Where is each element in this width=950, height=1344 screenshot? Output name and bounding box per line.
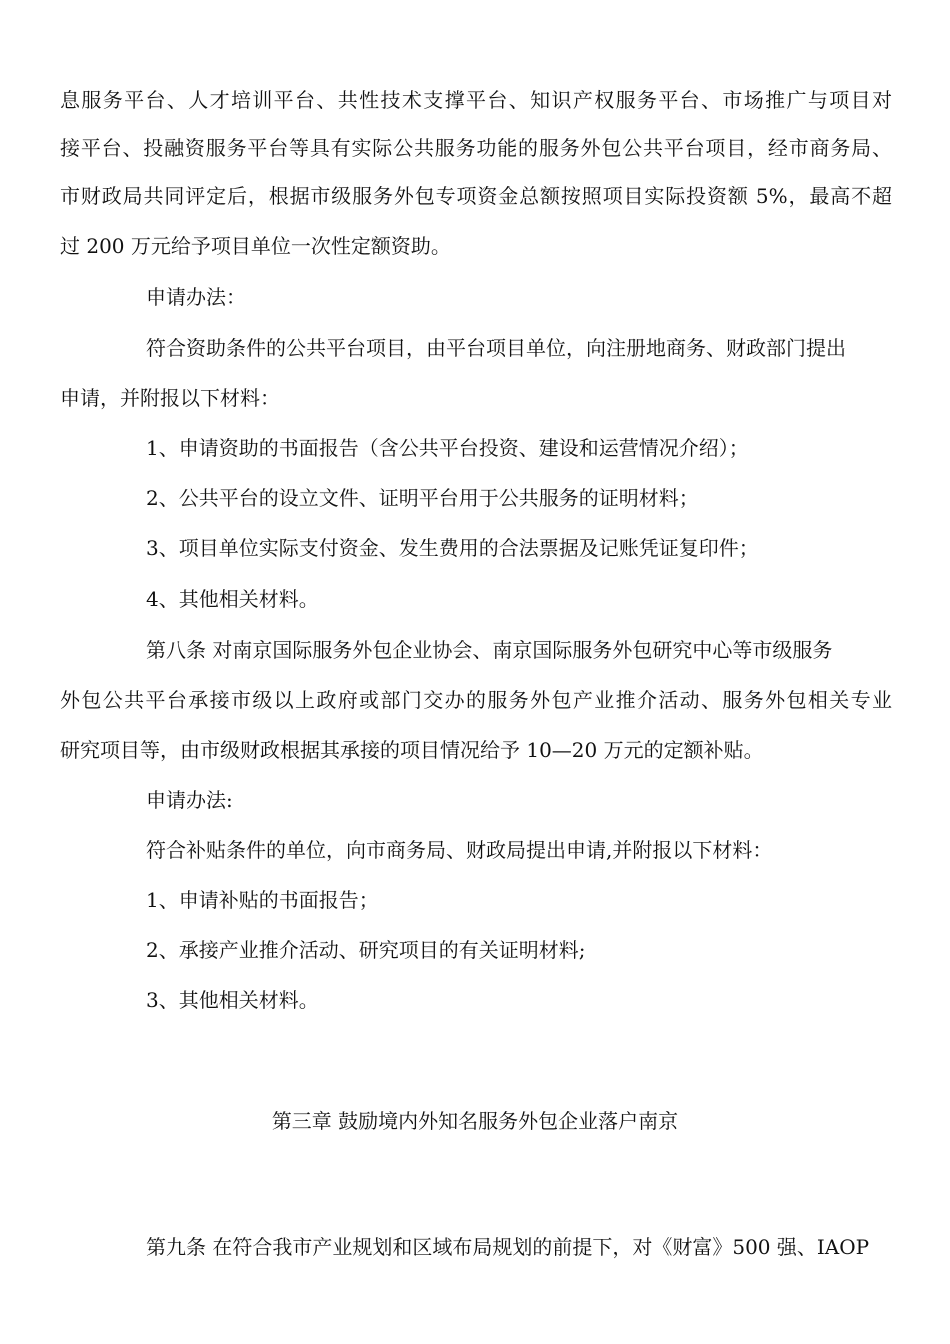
list-item-3: 3、项目单位实际支付资金、发生费用的合法票据及记账凭证复印件； xyxy=(146,536,759,560)
article-9-line-1: 第九条 在符合我市产业规划和区域布局规划的前提下，对《财富》500 强、IAOP xyxy=(146,1235,870,1259)
section-label-application-method-1: 申请办法： xyxy=(146,285,246,309)
list-item-4: 4、其他相关材料。 xyxy=(146,587,319,611)
paragraph-line-4: 过 200 万元给予项目单位一次性定额资助。 xyxy=(60,234,451,258)
list-item-6: 2、承接产业推介活动、研究项目的有关证明材料; xyxy=(146,938,586,962)
paragraph-line-5: 符合资助条件的公共平台项目，由平台项目单位，向注册地商务、财政部门提出 xyxy=(146,336,846,360)
list-item-1: 1、申请资助的书面报告（含公共平台投资、建设和运营情况介绍）； xyxy=(146,436,749,460)
section-label-application-method-2: 申请办法: xyxy=(146,788,233,812)
paragraph-line-3: 市财政局共同评定后，根据市级服务外包专项资金总额按照项目实际投资额 5%，最高不超 xyxy=(60,184,892,208)
paragraph-line-7: 符合补贴条件的单位，向市商务局、财政局提出申请,并附报以下材料： xyxy=(146,838,773,862)
list-item-2: 2、公共平台的设立文件、证明平台用于公共服务的证明材料； xyxy=(146,486,699,510)
paragraph-line-1: 息服务平台、人才培训平台、共性技术支撑平台、知识产权服务平台、市场推广与项目对 xyxy=(60,88,892,112)
article-8-line-2: 外包公共平台承接市级以上政府或部门交办的服务外包产业推介活动、服务外包相关专业 xyxy=(60,688,892,712)
list-item-7: 3、其他相关材料。 xyxy=(146,988,319,1012)
article-8-line-3: 研究项目等，由市级财政根据其承接的项目情况给予 10—20 万元的定额补贴。 xyxy=(60,738,764,762)
paragraph-line-6: 申请，并附报以下材料： xyxy=(60,386,280,410)
chapter-heading: 第三章 鼓励境内外知名服务外包企业落户南京 xyxy=(271,1109,679,1133)
article-8-line-1: 第八条 对南京国际服务外包企业协会、南京国际服务外包研究中心等市级服务 xyxy=(146,638,833,662)
paragraph-line-2: 接平台、投融资服务平台等具有实际公共服务功能的服务外包公共平台项目，经市商务局、 xyxy=(60,136,892,160)
list-item-5: 1、申请补贴的书面报告； xyxy=(146,888,379,912)
